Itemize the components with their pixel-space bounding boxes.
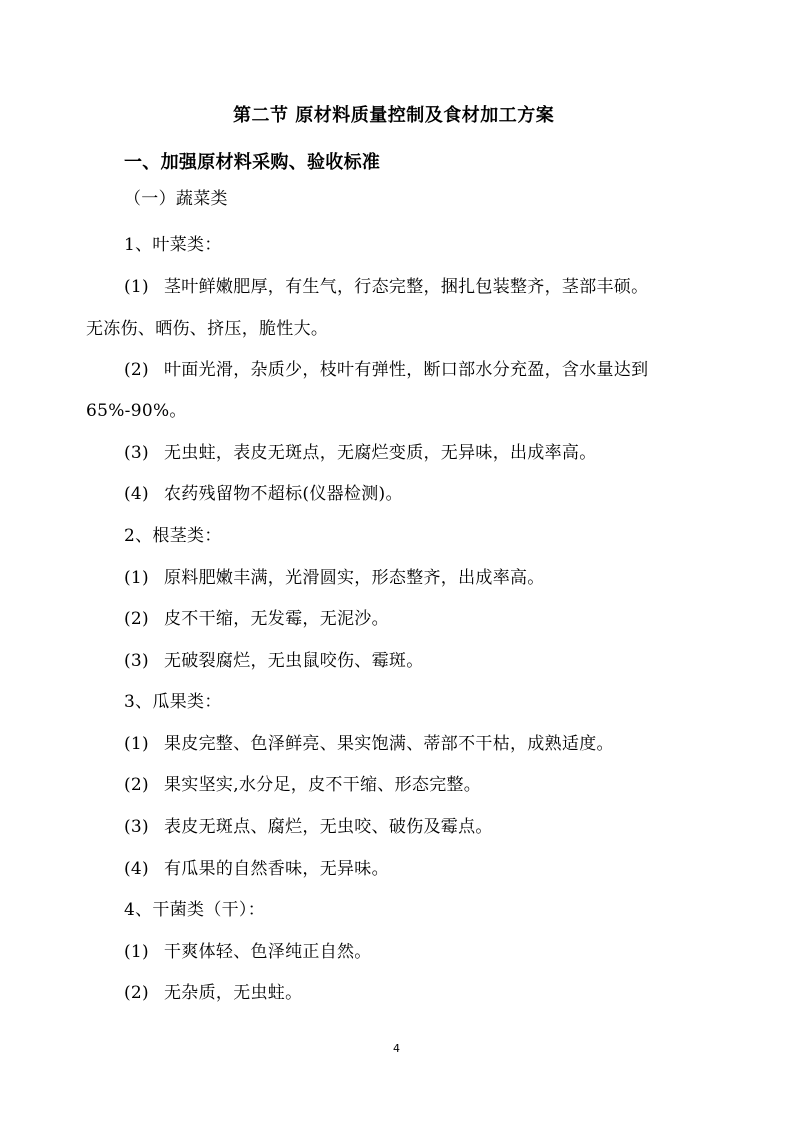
item-text: 无杂质，无虫蛀。 <box>164 983 303 1003</box>
list-item <box>124 981 302 1005</box>
category-root-vegetables: 2、根茎类： <box>124 526 222 546</box>
item-number: (4) <box>124 859 149 879</box>
item-continuation: 65%-90%。 <box>86 401 187 421</box>
heading-vegetables: （一）蔬菜类 <box>124 189 228 209</box>
item-text: 表皮无斑点、腐烂，无虫咬、破伤及霉点。 <box>164 817 493 837</box>
category-melons-fruits: 3、瓜果类： <box>124 692 222 712</box>
item-text: 叶面光滑，杂质少，枝叶有弹性，断口部水分充盈，含水量达到 <box>164 360 649 380</box>
item-continuation: 无冻伤、晒伤、挤压，脆性大。 <box>86 319 329 339</box>
item-number: (2) <box>124 983 149 1003</box>
category-dried-fungi: 4、干菌类（干）： <box>124 900 266 920</box>
list-item <box>124 607 389 631</box>
section-title: 第二节 原材料质量控制及食材加工方案 <box>233 105 555 126</box>
list-item <box>124 815 493 839</box>
list-item <box>124 649 424 673</box>
item-number: (1) <box>124 277 149 297</box>
item-number: (4) <box>124 484 149 504</box>
item-number: (2) <box>124 360 149 380</box>
item-text: 农药残留物不超标(仪器检测)。 <box>164 484 403 504</box>
list-item <box>124 441 597 465</box>
list-item <box>124 857 389 881</box>
category-leafy-vegetables: 1、叶菜类： <box>124 235 222 255</box>
item-number: (1) <box>124 568 149 588</box>
item-number: (1) <box>124 942 149 962</box>
item-number: (3) <box>124 443 149 463</box>
item-text: 有瓜果的自然香味，无异味。 <box>164 859 389 879</box>
item-text: 干爽体轻、色泽纯正自然。 <box>164 942 372 962</box>
item-text: 无破裂腐烂，无虫鼠咬伤、霉斑。 <box>164 651 424 671</box>
list-item <box>124 566 545 590</box>
item-number: (2) <box>124 609 149 629</box>
item-text: 果皮完整、色泽鲜亮、果实饱满、蒂部不干枯，成熟适度。 <box>164 734 614 754</box>
item-number: (3) <box>124 651 149 671</box>
list-item <box>124 275 648 299</box>
list-item <box>124 773 481 797</box>
list-item <box>124 732 614 756</box>
list-item <box>124 940 372 964</box>
item-text: 无虫蛀，表皮无斑点，无腐烂变质，无异味，出成率高。 <box>164 443 597 463</box>
item-text: 原料肥嫩丰满，光滑圆实，形态整齐，出成率高。 <box>164 568 545 588</box>
heading-procurement-standards: 一、加强原材料采购、验收标准 <box>124 152 381 173</box>
list-item <box>124 358 648 382</box>
list-item <box>124 482 403 506</box>
item-text: 茎叶鲜嫩肥厚，有生气，行态完整，捆扎包装整齐，茎部丰硕。 <box>164 277 649 297</box>
item-text: 皮不干缩，无发霉，无泥沙。 <box>164 609 389 629</box>
item-number: (2) <box>124 775 149 795</box>
item-text: 果实坚实,水分足，皮不干缩、形态完整。 <box>164 775 482 795</box>
page-number: 4 <box>393 1042 400 1055</box>
item-number: (1) <box>124 734 149 754</box>
item-number: (3) <box>124 817 149 837</box>
